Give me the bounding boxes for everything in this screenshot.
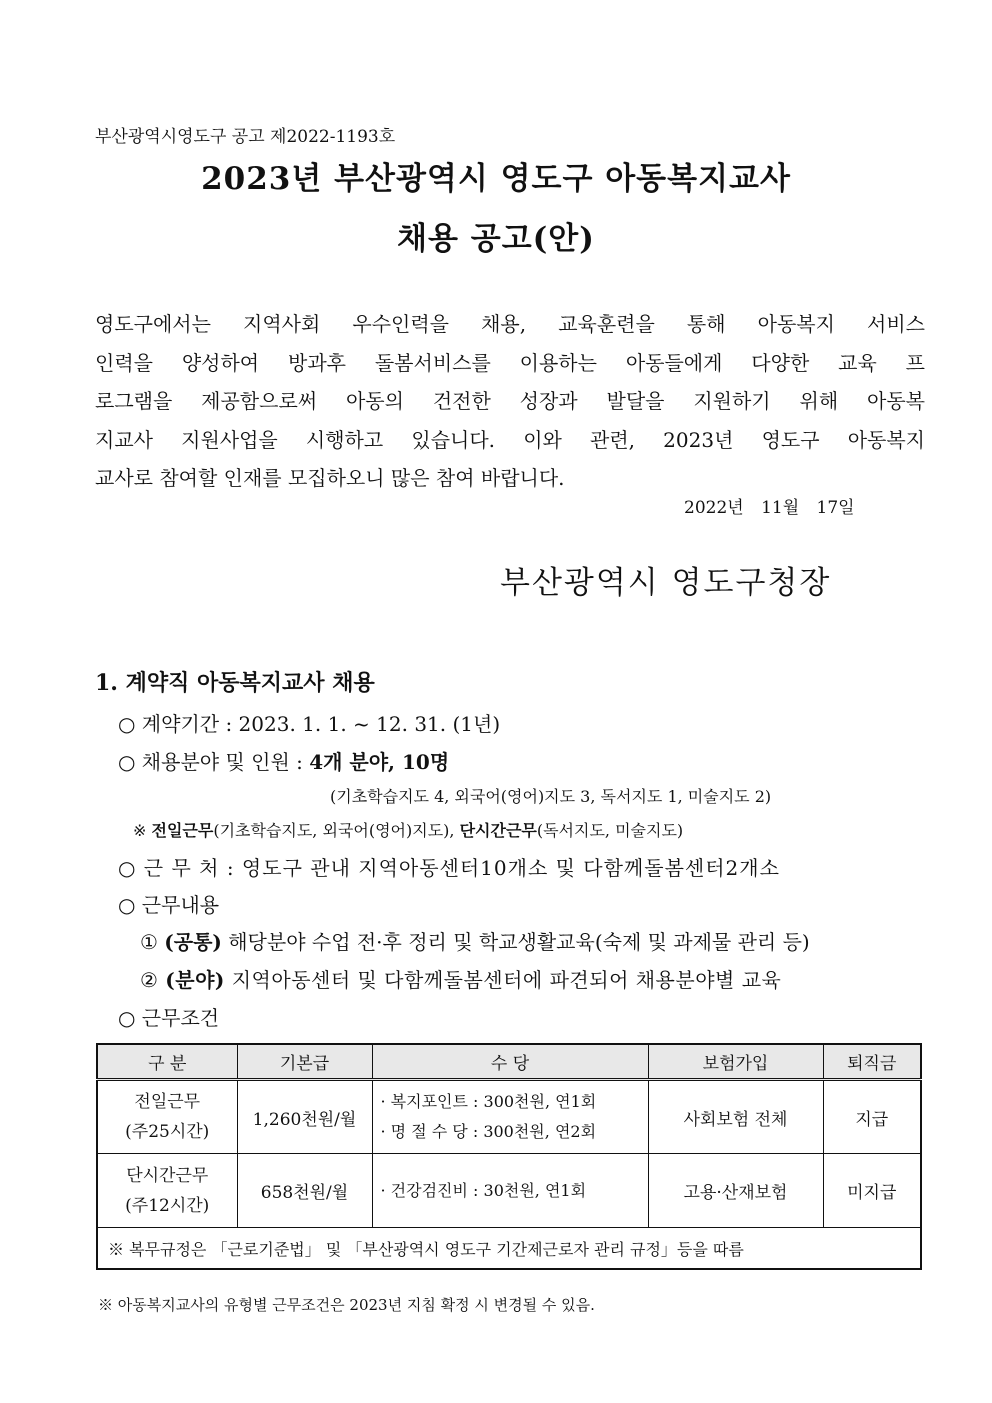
intro-paragraph	[95, 305, 925, 498]
recruit-detail: (기초학습지도 4, 외국어(영어)지도 3, 독서지도 1, 미술지도 2)	[330, 787, 772, 806]
work-content-heading: ○ 근무내용	[118, 893, 220, 917]
insurance-cell: 고용·산재보험	[648, 1154, 823, 1228]
contract-period: ○ 계약기간 : 2023. 1. 1. ~ 12. 31. (1년)	[118, 712, 501, 736]
allowance-item: · 건강검진비 : 30천원, 연1회	[380, 1180, 587, 1200]
document-title-line1: 2023년 부산광역시 영도구 아동복지교사	[201, 161, 791, 197]
allowance-item: · 복지포인트 : 300천원, 연1회	[380, 1092, 597, 1111]
signer: 부산광역시 영도구청장	[500, 565, 832, 601]
work-conditions-heading: ○ 근무조건	[118, 1006, 220, 1030]
note-full-text: (기초학습지도, 외국어(영어)지도),	[213, 821, 460, 840]
header-type: 구 분	[97, 1044, 237, 1080]
note-part-label: 단시간근무	[459, 821, 537, 840]
header-allowance: 수 당	[372, 1044, 648, 1080]
severance-cell: 미지급	[823, 1154, 921, 1228]
allowance-item: · 명 절 수 당 : 300천원, 연2회	[380, 1122, 597, 1141]
item2-text: 지역아동센터 및 다함께돌봄센터에 파견되어 채용분야별 교육	[224, 968, 782, 992]
work-type-hours: (주25시간)	[125, 1122, 210, 1142]
pay-cell: 1,260천원/월	[237, 1080, 372, 1154]
work-type-name: 단시간근무	[126, 1165, 209, 1186]
header-insurance: 보험가입	[648, 1044, 823, 1080]
work-type-cell	[97, 1154, 237, 1228]
item1-number: ①	[140, 930, 165, 954]
document-title-line2: 채용 공고(안)	[397, 221, 595, 257]
table-row	[97, 1080, 921, 1154]
note-mark: ※	[133, 821, 152, 840]
header-severance: 퇴직금	[823, 1044, 921, 1080]
header-pay: 기본급	[237, 1044, 372, 1080]
table-row	[97, 1154, 921, 1228]
workplace: ○ 근 무 처 : 영도구 관내 지역아동센터10개소 및 다함께돌봄센터2개소	[118, 856, 780, 880]
notice-number: 부산광역시영도구 공고 제2022-1193호	[95, 127, 396, 147]
service-rule-note: ※ 복무규정은 「근로기준법」 및 「부산광역시 영도구 기간제근로자 관리 규정」등을 따름	[97, 1228, 921, 1270]
insurance-cell: 사회보험 전체	[648, 1080, 823, 1154]
severance-cell: 지급	[823, 1080, 921, 1154]
item2-label: (분야)	[165, 968, 225, 992]
note-full-label: 전일근무	[151, 821, 214, 840]
item1-label: (공통)	[164, 930, 222, 954]
work-content-item1	[140, 926, 810, 955]
intro-line: 로그램을 제공함으로써 아동의 건전한 성장과 발달을 지원하기 위해 아동복	[95, 389, 925, 413]
intro-line: 지교사 지원사업을 시행하고 있습니다. 이와 관련, 2023년 영도구 아동복지	[95, 427, 925, 452]
note-part-text: (독서지도, 미술지도)	[536, 821, 684, 840]
work-type-hours: (주12시간)	[125, 1195, 210, 1216]
table-note-row	[97, 1228, 921, 1270]
conditions-table	[96, 1043, 922, 1270]
recruit-prefix: ○ 채용분야 및 인원 :	[118, 750, 310, 774]
work-type-name: 전일근무	[134, 1092, 201, 1112]
allowance-cell	[372, 1080, 648, 1154]
footnote: ※ 아동복지교사의 유형별 근무조건은 2023년 지침 확정 시 변경될 수 있음.	[98, 1296, 595, 1314]
item1-text: 해당분야 수업 전·후 정리 및 학교생활교육(숙제 및 과제물 관리 등)	[221, 930, 810, 954]
recruit-count: 4개 분야, 10명	[309, 750, 450, 774]
allowance-cell	[372, 1154, 648, 1228]
work-content-item2	[140, 964, 781, 993]
section-title: 1. 계약직 아동복지교사 채용	[95, 670, 375, 696]
pay-cell: 658천원/월	[237, 1154, 372, 1228]
table-header-row	[97, 1044, 921, 1080]
intro-line: 교사로 참여할 인재를 모집하오니 많은 참여 바랍니다.	[95, 466, 565, 490]
intro-line: 인력을 양성하여 방과후 돌봄서비스를 이용하는 아동들에게 다양한 교육 프	[95, 350, 925, 375]
item2-number: ②	[140, 968, 166, 992]
intro-line: 영도구에서는 지역사회 우수인력을 채용, 교육훈련을 통해 아동복지 서비스	[95, 312, 925, 336]
work-type-cell	[97, 1080, 237, 1154]
work-type-note	[133, 818, 683, 841]
recruit-fields	[118, 746, 449, 775]
announcement-date: 2022년 11월 17일	[684, 498, 855, 518]
